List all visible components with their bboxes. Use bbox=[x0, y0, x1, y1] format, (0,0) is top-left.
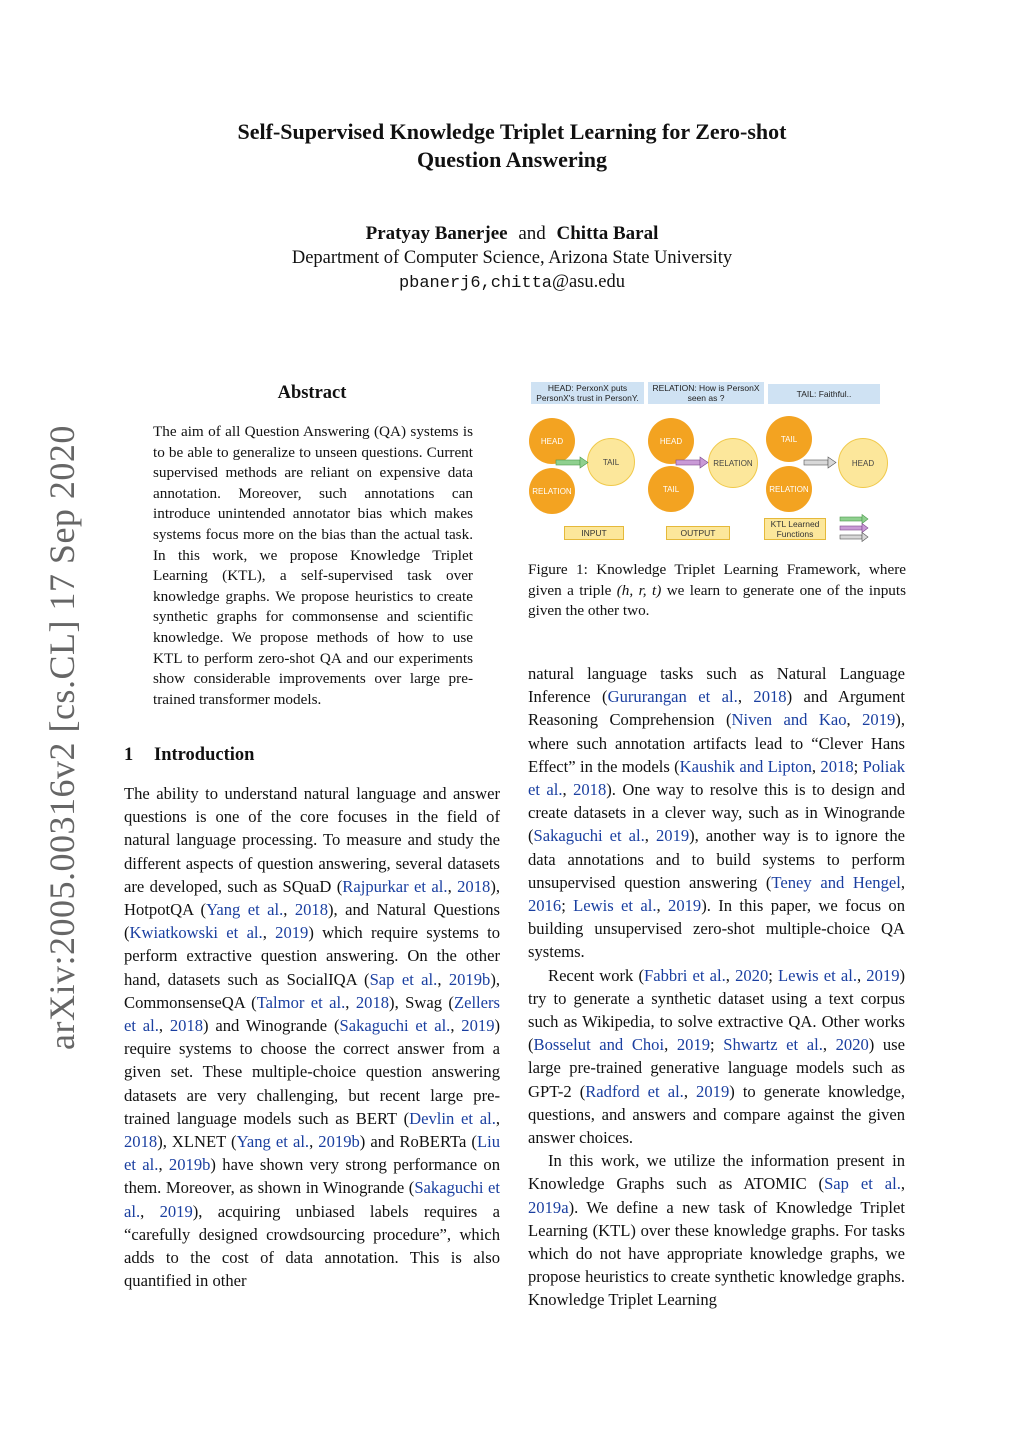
text-span: ) to generate knowledge, questions, and answers and compare against the given answer choices. bbox=[528, 1081, 905, 1148]
right-paragraph-1: natural language tasks such as Natural Language Inference (Gururangan et al., 2018) and Argument Reasoning Comprehension (Niven and Kao, 2019), where such annotation artifacts lead to “Clever Hans Effect” in the models (Kaushik and Lipton, 2018; Poliak et al., 2018). One way to resolve this is to design and create datasets in a clever way, such as in Winogrande (Sakaguchi et al., 2019), another way is to ignore the data annotations and to build systems to perform unsupervised question answering (Teney and Hengel, 2016; Lewis et al., 2019). In this paper, we focus on building unsupervised zero-shot multiple-choice QA systems. bbox=[528, 664, 906, 962]
text-span: ), where such annotation artifacts lead to “Clever Hans Effect” in the models ( bbox=[528, 710, 905, 776]
arxiv-stamp: arXiv:2005.00316v2 [cs.CL] 17 Sep 2020 bbox=[42, 425, 82, 1050]
text-span: ; bbox=[768, 965, 779, 985]
citation-year-link[interactable]: 2016 bbox=[528, 896, 562, 916]
right-paragraph-3: In this work, we utilize the information present in Knowledge Graphs such as ATOMIC (Sap et al., 2019a). We define a new task of Knowledge Triplet Learning (KTL) over these knowledge graphs. For tasks which do not have appropriate knowledge graphs, we propose heuristics to create synthetic knowledge graphs. Knowledge Triplet Learning bbox=[528, 1151, 905, 1310]
citation-year-link[interactable]: 2019a bbox=[528, 1197, 569, 1217]
text-span: ). In this paper, we focus on building unsupervised zero-shot multiple-choice QA systems. bbox=[528, 896, 905, 962]
text-span: ), and Natural Questions ( bbox=[124, 900, 500, 943]
citation-link[interactable]: Sakaguchi et al. bbox=[339, 1016, 451, 1036]
citation-link[interactable]: Lewis et al. bbox=[778, 965, 857, 985]
text-span: ) and Winogrande ( bbox=[203, 1016, 340, 1036]
caption-text-b: we learn to generate one of the inputs given the other two. bbox=[528, 581, 907, 620]
citation-link[interactable]: Devlin et al. bbox=[409, 1108, 496, 1128]
citation-link[interactable]: Sap et al. bbox=[824, 1174, 901, 1194]
node-head-output: HEAD bbox=[838, 438, 888, 488]
section-number: 1 bbox=[124, 745, 134, 765]
text-span: ). One way to resolve this is to design and create datasets in a clever way, such as in Winogrande ( bbox=[528, 780, 906, 846]
right-paragraph-2: Recent work (Fabbri et al., 2020; Lewis et al., 2019) try to generate a synthetic dataset using a text corpus such as Wikipedia, to solve extractive QA. Other works (Bosselut and Choi, 2019; Shwartz et al., 2020) use large pre-trained generative language models such as GPT-2 (Radford et al., 2019) to generate knowledge, questions, and answers and compare against the given answer choices. bbox=[528, 965, 906, 1148]
citation-year-link[interactable]: 2019 bbox=[862, 710, 896, 730]
figure-1-diagram bbox=[528, 380, 906, 550]
text-span: The ability to understand natural language and answer questions is one of the core focuses in the field of natural language processing. To measure and study the different aspects of question answering, several datasets are developed, such as SQuaD ( bbox=[124, 784, 500, 896]
citation-year-link[interactable]: 2018 bbox=[355, 992, 390, 1012]
arrow-gray-icon bbox=[804, 457, 836, 468]
text-span: Recent work ( bbox=[548, 965, 645, 985]
authors bbox=[150, 222, 874, 246]
text-span: In this work, we utilize the information present in Knowledge Graphs such as ATOMIC ( bbox=[528, 1151, 905, 1194]
citation-link[interactable]: Radford et al. bbox=[585, 1081, 684, 1101]
text-span: ), acquiring unbiased labels requires a “carefully designed crowdsourcing procedure”, which adds to the cost of data annotation. This is also quantified in other bbox=[124, 1201, 500, 1291]
citation-year-link[interactable]: 2019 bbox=[676, 1035, 711, 1055]
text-span: ), XLNET ( bbox=[157, 1132, 237, 1152]
label-tail-description: TAIL: Faithful.. bbox=[768, 384, 880, 404]
citation-year-link[interactable]: 2019b bbox=[168, 1155, 211, 1175]
citation-year-link[interactable]: 2018 bbox=[820, 756, 854, 776]
text-span: ) and RoBERTa ( bbox=[359, 1132, 477, 1152]
legend-arrow-green-icon bbox=[840, 515, 868, 524]
citation-link[interactable]: Shwartz et al. bbox=[723, 1035, 823, 1055]
text-span: ), another way is to ignore the data annotations and to build systems to perform unsupervised question answering ( bbox=[528, 826, 905, 892]
citation-link[interactable]: Kwiatkowski et al. bbox=[129, 923, 263, 943]
legend-arrow-gray-icon bbox=[840, 533, 868, 542]
text-span: natural language tasks such as Natural Language Inference ( bbox=[528, 664, 905, 707]
citation-year-link[interactable]: 2018 bbox=[457, 876, 491, 896]
text-span: ) which require systems to perform extractive question answering. On the other hand, datasets such as SocialIQA ( bbox=[124, 923, 500, 989]
citation-year-link[interactable]: 2018 bbox=[169, 1016, 204, 1036]
text-span: ; bbox=[710, 1035, 724, 1055]
text-span: ) use large pre-trained generative language models such as GPT-2 ( bbox=[528, 1035, 906, 1101]
node-head: HEAD bbox=[529, 418, 575, 464]
citation-year-link[interactable]: 2019 bbox=[655, 826, 690, 846]
caption-math: (h, r, t) bbox=[616, 581, 662, 599]
citation-link[interactable]: Lewis et al. bbox=[573, 896, 657, 916]
node-head: HEAD bbox=[648, 418, 694, 464]
node-tail-output: TAIL bbox=[587, 438, 635, 486]
citation-link[interactable]: Sakaguchi et al. bbox=[533, 826, 645, 846]
text-span: ; bbox=[853, 756, 863, 776]
abstract-body: The aim of all Question Answering (QA) systems is to be able to generalize to unseen questions. Current supervised methods are reliant on expensive data annotation. Moreover, such annotations can introduce unintended annotator bias which makes systems focus more on the bias than the actual task. In this work, we propose Knowledge Triplet Learning (KTL), a self-supervised task over knowledge graphs. We propose heuristics to create synthetic graphs for commonsense and scientific knowledge. We propose methods of how to use KTL to perform zero-shot QA and our experiments show considerable improvements over large pre-trained transformer models. bbox=[153, 423, 473, 708]
section-title: Introduction bbox=[154, 745, 255, 765]
text-span: ) and Argument Reasoning Comprehension ( bbox=[528, 687, 905, 730]
title-line-1: Self-Supervised Knowledge Triplet Learning for Zero-shot bbox=[237, 119, 787, 144]
citation-year-link[interactable]: 2018 bbox=[753, 687, 787, 707]
citation-year-link[interactable]: 2020 bbox=[835, 1035, 869, 1055]
paper-title bbox=[150, 118, 874, 174]
citation-year-link[interactable]: 2019 bbox=[275, 923, 309, 943]
citation-link[interactable]: Poliak et al. bbox=[528, 756, 906, 800]
citation-link[interactable]: Yang et al. bbox=[236, 1132, 310, 1152]
citation-link[interactable]: Rajpurkar et al. bbox=[342, 876, 448, 896]
citation-year-link[interactable]: 2019b bbox=[448, 969, 491, 989]
email-domain: @asu.edu bbox=[551, 272, 626, 292]
text-span: ). We define a new task of Knowledge Triplet Learning (KTL) over these knowledge graphs. For tasks which do not have appropriate knowledge graphs, we propose heuristics to create synthetic knowledge graphs. Knowledge Triplet Learning bbox=[528, 1197, 905, 1310]
citation-link[interactable]: Sakaguchi et al. bbox=[124, 1178, 501, 1221]
citation-year-link[interactable]: 2018 bbox=[124, 1132, 158, 1152]
citation-link[interactable]: Sap et al. bbox=[369, 969, 438, 989]
citation-link[interactable]: Gururangan et al. bbox=[607, 687, 738, 707]
citation-link[interactable]: Fabbri et al. bbox=[644, 965, 726, 985]
text-span: ) try to generate a synthetic dataset using a text corpus such as Wikipedia, to solve extractive QA. Other works ( bbox=[528, 965, 906, 1055]
author-1: Pratyay Banerjee bbox=[365, 223, 508, 244]
citation-link[interactable]: Bosselut and Choi bbox=[533, 1035, 665, 1055]
citation-link[interactable]: Kaushik and Lipton bbox=[679, 756, 812, 776]
figure-1-caption bbox=[528, 560, 906, 622]
node-tail: TAIL bbox=[766, 416, 812, 462]
legend-ktl-functions: KTL Learned Functions bbox=[764, 518, 826, 540]
node-tail: TAIL bbox=[648, 466, 694, 512]
citation-link[interactable]: Zellers et al. bbox=[124, 992, 501, 1036]
title-line-2: Question Answering bbox=[416, 147, 608, 172]
caption-text-a: Knowledge Triplet Learning Framework, where given a triple bbox=[528, 561, 907, 599]
citation-year-link[interactable]: 2019 bbox=[159, 1201, 193, 1221]
author-connector: and bbox=[518, 223, 546, 244]
email-users: pbanerj6,chitta bbox=[398, 274, 552, 293]
citation-year-link[interactable]: 2020 bbox=[735, 965, 769, 985]
text-span: ) have shown very strong performance on them. Moreover, as shown in Winogrande ( bbox=[124, 1155, 500, 1198]
left-column-text bbox=[124, 782, 500, 1292]
citation-year-link[interactable]: 2019 bbox=[866, 965, 900, 985]
figure-arrows bbox=[528, 380, 906, 550]
node-relation-output: RELATION bbox=[708, 438, 758, 488]
label-relation-description: RELATION: How is PersonX seen as ? bbox=[648, 382, 764, 404]
citation-link[interactable]: Liu et al. bbox=[124, 1132, 500, 1175]
caption-label: Figure 1: bbox=[528, 561, 588, 578]
text-span: ; bbox=[561, 896, 574, 916]
label-head-description: HEAD: PerxonX puts PersonX's trust in PersonY. bbox=[531, 382, 644, 404]
citation-year-link[interactable]: 2019b bbox=[318, 1132, 360, 1152]
node-relation: RELATION bbox=[529, 468, 575, 514]
emails bbox=[150, 270, 874, 296]
citation-year-link[interactable]: 2019 bbox=[668, 896, 702, 916]
text-span: ) require systems to choose the correct answer from a given set. These multiple-choice question answering datasets are very challenging, but recent large pre-trained language models such as BERT ( bbox=[124, 1016, 501, 1128]
section-heading-introduction bbox=[124, 745, 254, 766]
node-relation: RELATION bbox=[766, 466, 812, 512]
citation-link[interactable]: Niven and Kao bbox=[731, 710, 847, 730]
arrow-green-icon bbox=[556, 457, 588, 468]
citation-link[interactable]: Teney and Hengel bbox=[771, 872, 901, 892]
legend-input: INPUT bbox=[564, 526, 624, 540]
citation-year-link[interactable]: 2019 bbox=[696, 1081, 730, 1101]
intro-paragraph-1: The ability to understand natural language and answer questions is one of the core focuses in the field of natural language processing. To measure and study the different aspects of question answering, several datasets are developed, such as SQuaD (Rajpurkar et al., 2018), HotpotQA (Yang et al., 2018), and Natural Questions (Kwiatkowski et al., 2019) which require systems to perform extractive question answering. On the other hand, datasets such as SocialIQA (Sap et al., 2019b), CommonsenseQA (Talmor et al., 2018), Swag (Zellers et al., 2018) and Winogrande (Sakaguchi et al., 2019) require systems to choose the correct answer from a given set. These multiple-choice question answering datasets are very challenging, but recent large pre-trained language models such as BERT (Devlin et al., 2018), XLNET (Yang et al., 2019b) and RoBERTa (Liu et al., 2019b) have shown very strong performance on them. Moreover, as shown in Winogrande (Sakaguchi et al., 2019), acquiring unbiased labels requires a “carefully designed crowdsourcing procedure”, which adds to the cost of data annotation. This is also quantified in other bbox=[124, 784, 501, 1291]
text-span: ), CommonsenseQA ( bbox=[124, 969, 500, 1012]
citation-link[interactable]: Talmor et al. bbox=[256, 992, 346, 1012]
text-span: ), HotpotQA ( bbox=[124, 876, 500, 920]
author-2: Chitta Baral bbox=[556, 223, 659, 244]
affiliation: Department of Computer Science, Arizona State University bbox=[291, 248, 733, 268]
right-column-text bbox=[528, 662, 905, 1312]
abstract-heading: Abstract bbox=[277, 383, 347, 403]
citation-year-link[interactable]: 2019 bbox=[461, 1016, 495, 1036]
citation-link[interactable]: Yang et al. bbox=[206, 900, 284, 920]
legend-output: OUTPUT bbox=[666, 526, 730, 540]
citation-year-link[interactable]: 2018 bbox=[294, 900, 329, 920]
arrow-purple-icon bbox=[676, 457, 708, 468]
legend-arrow-purple-icon bbox=[840, 524, 868, 533]
citation-year-link[interactable]: 2018 bbox=[573, 780, 607, 800]
text-span: ), Swag ( bbox=[389, 992, 454, 1012]
